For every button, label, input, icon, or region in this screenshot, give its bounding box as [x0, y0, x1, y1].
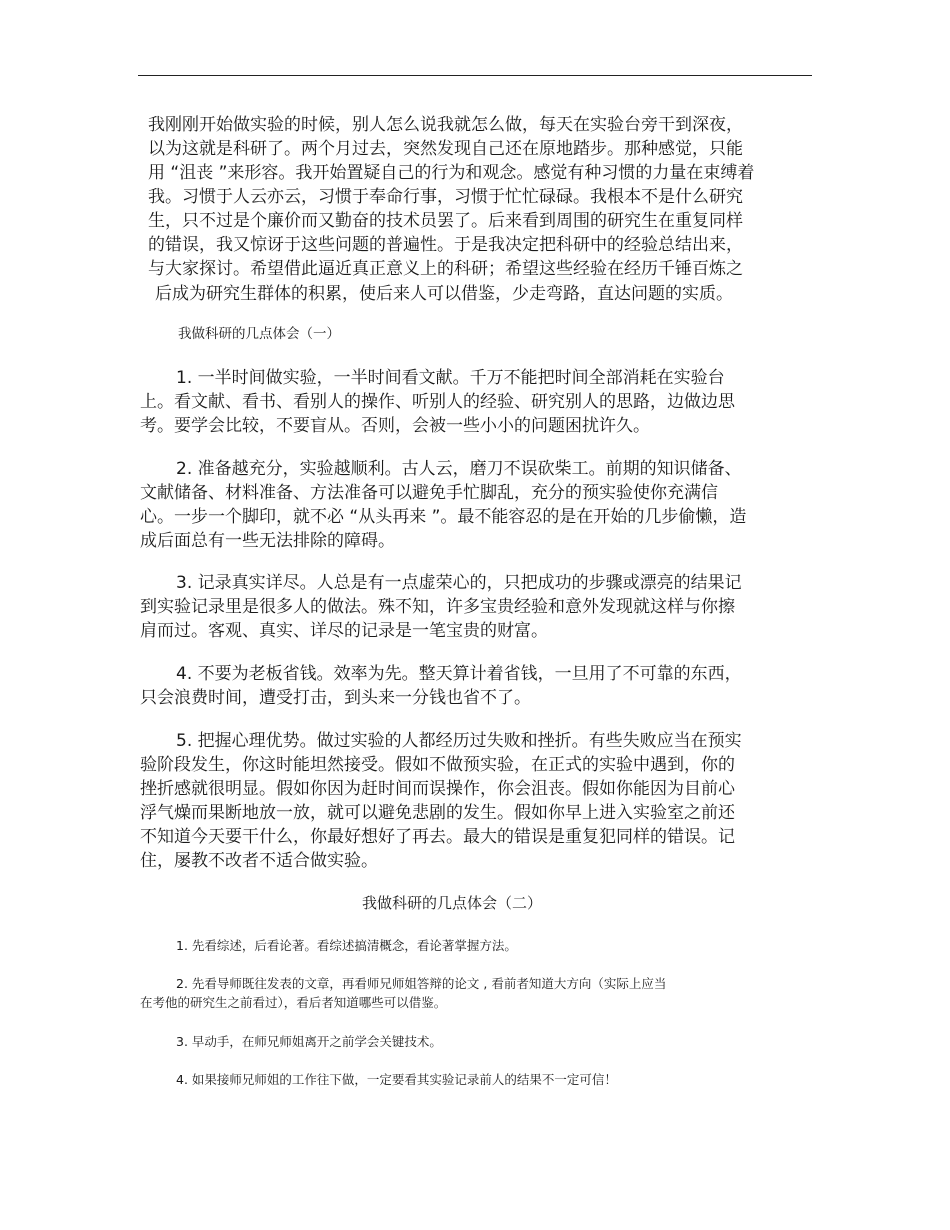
paragraph-line: 到实验记录里是很多人的做法。殊不知，许多宝贵经验和意外发现就这样与你擦	[140, 597, 735, 617]
paragraph-line: 上。看文献、看书、看别人的操作、听别人的经验、研究别人的思路，边做边思	[140, 392, 735, 412]
paragraph-line: 3. 记录真实详尽。人总是有一点虚荣心的，只把成功的步骤或漂亮的结果记	[176, 573, 742, 593]
intro-line: 我。习惯于人云亦云，习惯于奉命行事，习惯于忙忙碌碌。我根本不是什么研究	[148, 187, 743, 207]
paragraph-line: 心。一步一个脚印，就不必 “从头再来 ”。最不能容忍的是在开始的几步偷懒，造	[140, 507, 747, 527]
paragraph-line: 不知道今天要干什么，你最好想好了再去。最大的错误是重复犯同样的错误。记	[140, 827, 735, 847]
paragraph-line: 5. 把握心理优势。做过实验的人都经历过失败和挫折。有些失败应当在预实	[176, 731, 742, 751]
paragraph-line: 1. 先看综述，后看论著。看综述搞清概念，看论著掌握方法。	[176, 938, 517, 953]
paragraph-line: 验阶段发生，你这时能坦然接受。假如不做预实验，在正式的实验中遇到，你的	[140, 755, 735, 775]
paragraph-line: 在考他的研究生之前看过），看后者知道哪些可以借鉴。	[140, 995, 447, 1010]
paragraph-line: 文献储备、材料准备、方法准备可以避免手忙脚乱，充分的预实验使你充满信	[140, 483, 718, 503]
paragraph-line: 住，屡教不改者不适合做实验。	[140, 851, 378, 871]
intro-line: 的错误，我又惊讶于这些问题的普遍性。于是我决定把科研中的经验总结出来，	[148, 235, 743, 255]
paragraph-line: 浮气燥而果断地放一放，就可以避免悲剧的发生。假如你早上进入实验室之前还	[140, 803, 735, 823]
section-heading-2: 我做科研的几点体会（二）	[362, 894, 543, 912]
intro-line: 后成为研究生群体的积累，使后来人可以借鉴，少走弯路，直达问题的实质。	[155, 284, 733, 304]
paragraph-line: 4. 如果接师兄师姐的工作往下做，一定要看其实验记录前人的结果不一定可信！	[176, 1072, 617, 1087]
paragraph-line: 考。要学会比较，不要盲从。否则，会被一些小小的问题困扰许久。	[140, 416, 650, 436]
paragraph-line: 成后面总有一些无法排除的障碍。	[140, 531, 395, 551]
paragraph-line: 挫折感就很明显。假如你因为赶时间而误操作，你会沮丧。假如你能因为目前心	[140, 779, 735, 799]
header-rule	[138, 75, 812, 76]
section-heading-1: 我做科研的几点体会（一）	[178, 326, 340, 342]
intro-line: 用 “沮丧 ”来形容。我开始置疑自己的行为和观念。感觉有种习惯的力量在束缚着	[148, 163, 755, 183]
paragraph-line: 只会浪费时间，遭受打击，到头来一分钱也省不了。	[140, 688, 531, 708]
paragraph-line: 肩而过。客观、真实、详尽的记录是一笔宝贵的财富。	[140, 621, 548, 641]
intro-line: 生，只不过是个廉价而又勤奋的技术员罢了。后来看到周围的研究生在重复同样	[148, 211, 743, 231]
paragraph-line: 4. 不要为老板省钱。效率为先。整天算计着省钱，一旦用了不可靠的东西，	[176, 664, 742, 684]
paragraph-line: 1. 一半时间做实验，一半时间看文献。千万不能把时间全部消耗在实验台	[176, 368, 725, 388]
paragraph-line: 3. 早动手，在师兄师姐离开之前学会关键技术。	[176, 1034, 442, 1049]
intro-line: 与大家探讨。希望借此逼近真正意义上的科研；希望这些经验在经历千锤百炼之	[148, 259, 743, 279]
paragraph-line: 2. 先看导师既往发表的文章，再看师兄师姐答辩的论文 , 看前者知道大方向（实际上应当	[176, 976, 667, 991]
intro-line: 我刚刚开始做实验的时候，别人怎么说我就怎么做，每天在实验台旁干到深夜，	[148, 115, 743, 135]
paragraph-line: 2. 准备越充分，实验越顺利。古人云，磨刀不误砍柴工。前期的知识储备、	[176, 459, 742, 479]
intro-line: 以为这就是科研了。两个月过去，突然发现自己还在原地踏步。那种感觉，只能	[148, 139, 743, 159]
